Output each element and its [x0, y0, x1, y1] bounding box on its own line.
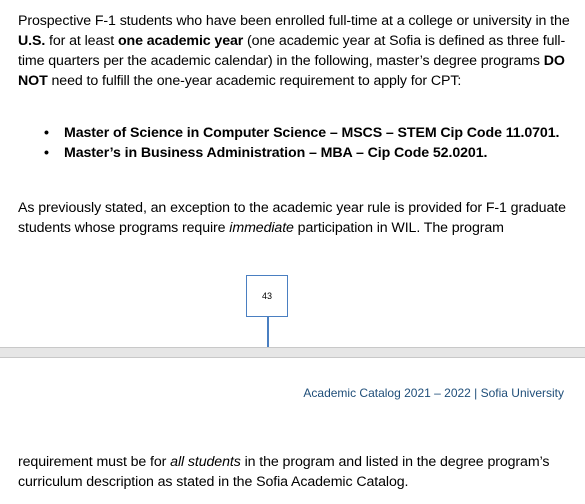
page-number-connector — [267, 317, 269, 347]
paragraph-exception — [18, 198, 573, 238]
text-run: for at least — [45, 33, 118, 49]
paragraph-requirement — [18, 452, 573, 492]
bullet-icon: • — [44, 145, 49, 161]
bullet-icon: • — [44, 125, 49, 141]
bold-text: U.S. — [18, 33, 46, 49]
page-number: 43 — [261, 291, 272, 301]
page-number-box — [246, 275, 288, 317]
bold-text: one academic year — [117, 33, 244, 49]
list-item — [44, 143, 559, 163]
italic-text: immediate — [229, 220, 294, 236]
list-item — [44, 123, 559, 143]
text-run: As previously stated, an exception to the academic year rule is provided for F-1 graduate students whose programs require — [18, 200, 566, 236]
text-run: Prospective F-1 students who have been enrolled full-time at a college or university in the — [18, 13, 570, 29]
text-run: participation in WIL. The program — [293, 220, 504, 236]
program-mba: Master’s in Business Administration – MBA – Cip Code 52.0201. — [64, 145, 488, 161]
catalog-footer: Academic Catalog 2021 – 2022 | Sofia University — [303, 386, 564, 400]
text-run: (one academic year at Sofia is defined as three full-time quarters per the academic calendar) in the following, master’s degree programs — [18, 33, 566, 69]
bold-text: DO NOT — [18, 53, 565, 89]
program-mscs: Master of Science in Computer Science – MSCS – STEM Cip Code 11.0701. — [64, 125, 560, 141]
italic-text: all students — [170, 454, 241, 470]
page-break-divider — [0, 347, 585, 358]
text-run: in the program and listed in the degree program’s curriculum description as stated in the Sofia Academic Catalog. — [18, 454, 550, 490]
text-run: need to fulfill the one-year academic requirement to apply for CPT: — [47, 73, 462, 89]
program-list — [44, 123, 559, 163]
paragraph-cpt-eligibility — [18, 11, 573, 91]
text-run: requirement must be for — [18, 454, 171, 470]
